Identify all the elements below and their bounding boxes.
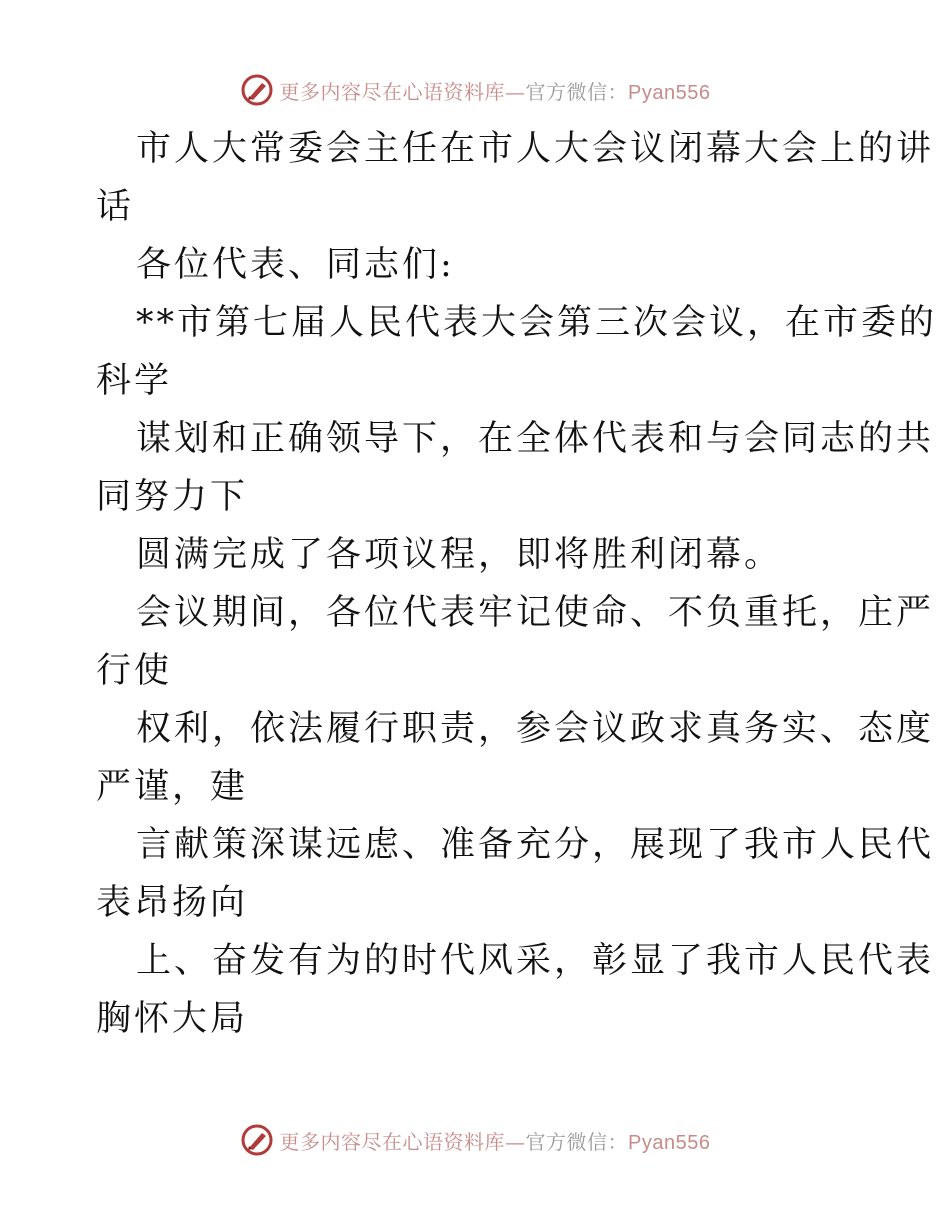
text-line: **市第七届人民代表大会第三次会议，在市委的 (136, 303, 938, 343)
text-line: 谋划和正确领导下，在全体代表和与会同志的共 (136, 419, 935, 459)
paragraph (96, 120, 935, 236)
text-line: 表昂扬向 (96, 883, 249, 923)
paragraph (96, 816, 935, 932)
paragraph (96, 700, 935, 816)
header-watermark (0, 70, 950, 110)
pen-logo-icon (240, 1123, 274, 1157)
text-line: 言献策深谋远虑、准备充分，展现了我市人民代 (136, 825, 935, 865)
watermark-text: 更多内容尽在心语资料库—官方微信：Pyan556 (279, 1129, 711, 1154)
paragraph (96, 932, 935, 1048)
footer-watermark (0, 1120, 950, 1160)
text-line: 同努力下 (96, 477, 249, 517)
text-line: 圆满完成了各项议程，即将胜利闭幕。 (136, 535, 783, 575)
paragraph (96, 584, 935, 700)
document-body (96, 120, 938, 1048)
paragraph (96, 294, 938, 410)
text-line: 严谨，建 (96, 767, 249, 807)
paragraph (96, 410, 935, 526)
text-line: 胸怀大局 (96, 999, 249, 1039)
text-line: 权利，依法履行职责，参会议政求真务实、态度 (136, 709, 935, 749)
paragraph (96, 236, 856, 294)
text-line: 会议期间，各位代表牢记使命、不负重托，庄严 (136, 593, 935, 633)
text-line: 各位代表、同志们: (136, 245, 455, 285)
text-line: 科学 (96, 361, 173, 401)
text-line: 话 (96, 187, 135, 227)
text-line: 上、奋发有为的时代风采，彰显了我市人民代表 (136, 941, 935, 981)
pen-logo-icon (240, 73, 274, 107)
text-line: 市人大常委会主任在市人大会议闭幕大会上的讲 (136, 129, 935, 169)
paragraph (96, 526, 856, 584)
text-line: 行使 (96, 651, 173, 691)
watermark-text: 更多内容尽在心语资料库—官方微信：Pyan556 (279, 79, 711, 104)
